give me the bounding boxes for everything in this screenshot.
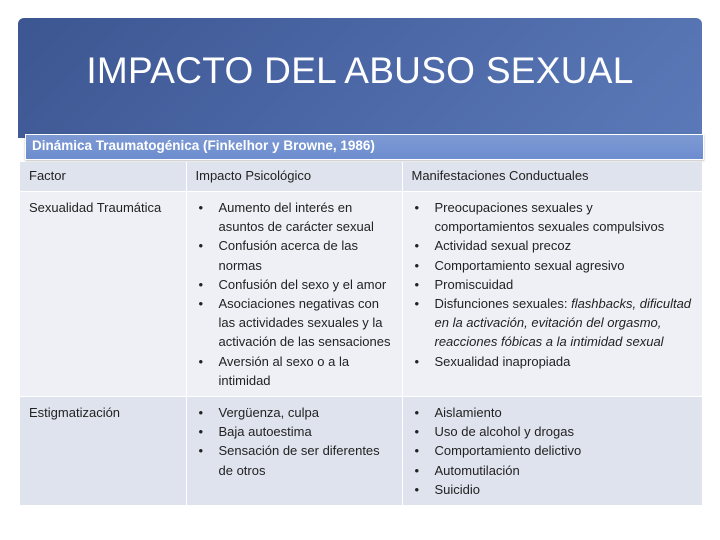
list-item: • Aislamiento	[412, 403, 693, 422]
list-item-italic: flashbacks, dificultad en la activación, evitación del orgasmo, reacciones fóbicas a la intimidad sexual	[434, 296, 692, 350]
list-item: • Comportamiento delictivo	[412, 441, 693, 460]
dynamics-table	[20, 162, 703, 505]
table-row	[20, 192, 702, 397]
list-item: • Baja autoestima	[196, 422, 393, 441]
list-item: • Comportamiento sexual agresivo	[412, 256, 693, 275]
list-item: • Promiscuidad	[412, 275, 693, 294]
impacto-list	[196, 198, 393, 390]
list-item: • Asociaciones negativas con las actividades sexuales y la activación de las sensaciones	[196, 294, 393, 352]
manifestaciones-cell	[402, 397, 702, 506]
list-item	[412, 294, 693, 352]
manifestaciones-list	[412, 403, 693, 499]
list-item: • Confusión del sexo y el amor	[196, 275, 393, 294]
list-item: • Aversión al sexo o a la intimidad	[196, 352, 393, 390]
manifestaciones-cell	[402, 192, 702, 397]
slide-title: IMPACTO DEL ABUSO SEXUAL	[86, 50, 634, 91]
list-item: • Actividad sexual precoz	[412, 236, 693, 255]
list-item: • Confusión acerca de las normas	[196, 236, 393, 274]
list-item: • Uso de alcohol y drogas	[412, 422, 693, 441]
list-item: • Sexualidad inapropiada	[412, 352, 693, 371]
header-manifestaciones: Manifestaciones Conductuales	[402, 162, 702, 192]
list-item: • Vergüenza, culpa	[196, 403, 393, 422]
manifestaciones-list	[412, 198, 693, 371]
list-item: • Suicidio	[412, 480, 693, 499]
slide-subtitle: Dinámica Traumatogénica (Finkelhor y Browne, 1986)	[32, 138, 375, 153]
impacto-cell	[186, 192, 402, 397]
list-item: • Sensación de ser diferentes de otros	[196, 441, 393, 479]
list-item: • Preocupaciones sexuales y comportamientos sexuales compulsivos	[412, 198, 693, 236]
header-impacto: Impacto Psicológico	[186, 162, 402, 192]
impacto-cell	[186, 397, 402, 506]
factor-cell: Sexualidad Traumática	[20, 192, 186, 397]
factor-cell: Estigmatización	[20, 397, 186, 506]
table-header-row	[20, 162, 702, 192]
table-row	[20, 397, 702, 506]
subtitle-bar	[25, 134, 704, 160]
list-item: • Aumento del interés en asuntos de carácter sexual	[196, 198, 393, 236]
list-item-lead: Disfunciones sexuales:	[434, 296, 572, 312]
header-factor: Factor	[20, 162, 186, 192]
list-item: • Automutilación	[412, 461, 693, 480]
impacto-list	[196, 403, 393, 480]
